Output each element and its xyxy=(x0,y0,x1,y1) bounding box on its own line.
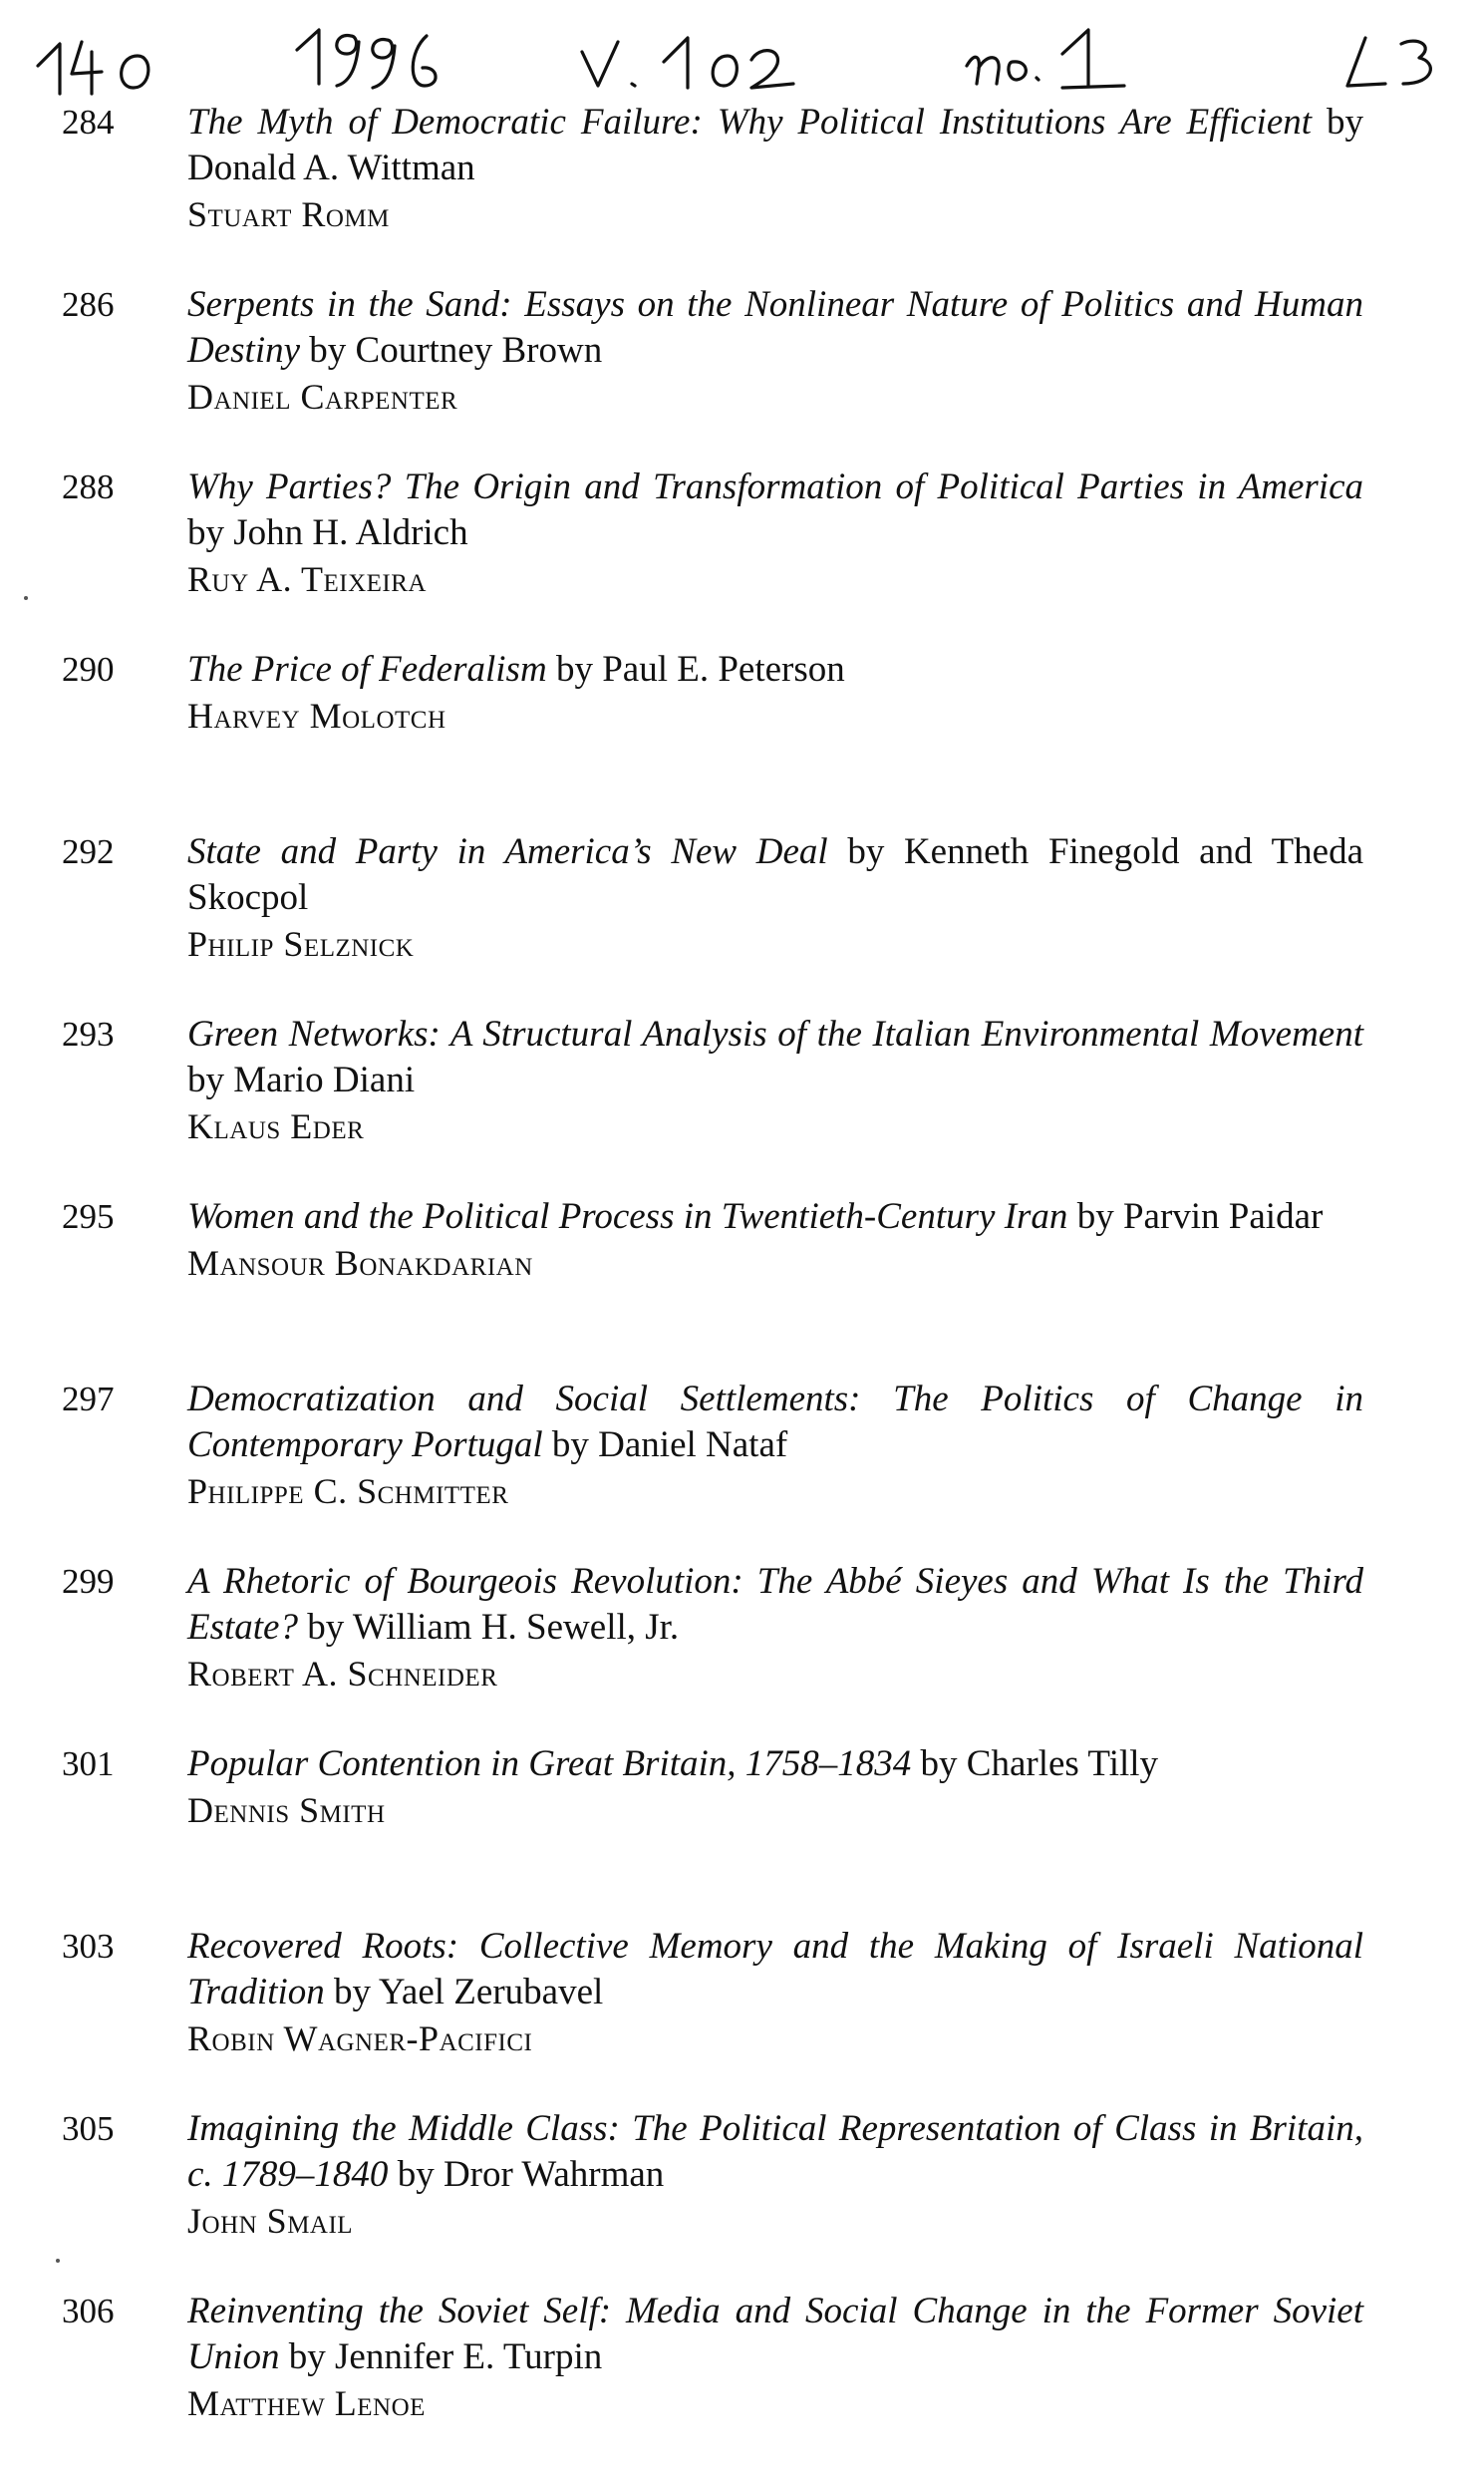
entry-body xyxy=(187,647,1363,739)
review-list xyxy=(0,100,1484,2471)
page-number: 288 xyxy=(62,467,115,506)
page-number: 290 xyxy=(62,650,115,689)
list-item xyxy=(0,2106,1484,2289)
handwritten-annotation xyxy=(30,22,1445,102)
entry-body xyxy=(187,100,1363,237)
book-author: by Mario Diani xyxy=(187,1060,416,1100)
page-number: 299 xyxy=(62,1562,115,1601)
book-author: by Dror Wahrman xyxy=(388,2154,665,2195)
page-number: 303 xyxy=(62,1927,115,1966)
reviewer-name: Ruy A. Teixeira xyxy=(187,559,427,599)
page-number: 305 xyxy=(62,2109,115,2148)
page-number: 284 xyxy=(62,103,115,142)
entry-body xyxy=(187,2289,1363,2426)
list-item xyxy=(0,100,1484,282)
book-author: by Parvin Paidar xyxy=(1067,1196,1324,1237)
book-author: by Paul E. Peterson xyxy=(546,649,845,690)
page-number: 301 xyxy=(62,1744,115,1783)
book-title: The Price of Federalism xyxy=(187,649,547,690)
scan-speck xyxy=(24,596,28,600)
reviewer-name: Daniel Carpenter xyxy=(187,377,458,417)
reviewer-name: Philippe C. Schmitter xyxy=(187,1471,509,1511)
book-author: by Donald A. Wittman xyxy=(187,102,1363,188)
list-item xyxy=(0,647,1484,829)
entry-body xyxy=(187,2106,1363,2244)
entry-body xyxy=(187,1741,1363,1833)
book-title: Democratization and Social Settlements: The Politics of Change in Contemporary Portugal xyxy=(187,1379,1363,1465)
book-author: by John H. Aldrich xyxy=(187,512,468,553)
entry-body xyxy=(187,282,1363,420)
book-author: by Yael Zerubavel xyxy=(324,1972,604,2012)
list-item xyxy=(0,829,1484,1012)
book-title: Why Parties? The Origin and Transformation of Political Parties in America xyxy=(187,466,1363,507)
book-title: The Myth of Democratic Failure: Why Political Institutions Are Efficient xyxy=(187,102,1313,143)
handwritten-call-number xyxy=(30,22,1445,102)
list-item xyxy=(0,1377,1484,1559)
book-title: Women and the Political Process in Twentieth-Century Iran xyxy=(187,1196,1068,1237)
entry-body xyxy=(187,1559,1363,1697)
reviewer-name: Philip Selznick xyxy=(187,924,415,964)
reviewer-name: Harvey Molotch xyxy=(187,696,446,736)
reviewer-name: Matthew Lenoe xyxy=(187,2383,426,2423)
book-title: Imagining the Middle Class: The Political Representation of Class in Britain, c. 1789–1840 xyxy=(187,2108,1363,2195)
scan-speck xyxy=(56,2259,60,2263)
book-title: Green Networks: A Structural Analysis of the Italian Environmental Movement xyxy=(187,1014,1363,1055)
list-item xyxy=(0,1012,1484,1194)
entry-body xyxy=(187,829,1363,967)
entry-body xyxy=(187,1194,1363,1286)
entry-body xyxy=(187,1924,1363,2061)
list-item xyxy=(0,1559,1484,1741)
reviewer-name: Robert A. Schneider xyxy=(187,1654,498,1694)
book-author: by Courtney Brown xyxy=(300,330,603,371)
page-number: 292 xyxy=(62,832,115,871)
list-item xyxy=(0,2289,1484,2471)
book-title: Reinventing the Soviet Self: Media and Social Change in the Former Soviet Union xyxy=(187,2291,1363,2377)
book-author: by Kenneth Finegold and Theda Skocpol xyxy=(187,831,1364,918)
reviewer-name: Dennis Smith xyxy=(187,1790,386,1830)
book-title: Recovered Roots: Collective Memory and the Making of Israeli National Tradition xyxy=(187,1926,1363,2012)
list-item xyxy=(0,1924,1484,2106)
list-item xyxy=(0,1194,1484,1377)
page-number: 286 xyxy=(62,285,115,324)
entry-body xyxy=(187,1012,1363,1149)
page-number: 295 xyxy=(62,1197,115,1236)
book-title: A Rhetoric of Bourgeois Revolution: The Abbé Sieyes and What Is the Third Estate? xyxy=(187,1561,1363,1648)
book-author: by William H. Sewell, Jr. xyxy=(297,1607,680,1648)
entry-body xyxy=(187,464,1363,602)
book-author: by Jennifer E. Turpin xyxy=(279,2336,603,2377)
book-author: by Daniel Nataf xyxy=(542,1424,788,1465)
page-number: 306 xyxy=(62,2292,115,2330)
list-item xyxy=(0,464,1484,647)
entry-body xyxy=(187,1377,1363,1514)
book-title: Popular Contention in Great Britain, 1758–1834 xyxy=(187,1743,912,1784)
book-title: Serpents in the Sand: Essays on the Nonlinear Nature of Politics and Human Destiny xyxy=(187,284,1363,371)
reviewer-name: John Smail xyxy=(187,2201,354,2241)
list-item xyxy=(0,282,1484,464)
reviewer-name: Stuart Romm xyxy=(187,194,390,234)
book-title: State and Party in America’s New Deal xyxy=(187,831,828,872)
reviewer-name: Robin Wagner-Pacifici xyxy=(187,2018,533,2058)
book-author: by Charles Tilly xyxy=(911,1743,1159,1784)
reviewer-name: Klaus Eder xyxy=(187,1106,365,1146)
page-number: 297 xyxy=(62,1380,115,1418)
list-item xyxy=(0,1741,1484,1924)
reviewer-name: Mansour Bonakdarian xyxy=(187,1243,533,1283)
page-number: 293 xyxy=(62,1015,115,1054)
